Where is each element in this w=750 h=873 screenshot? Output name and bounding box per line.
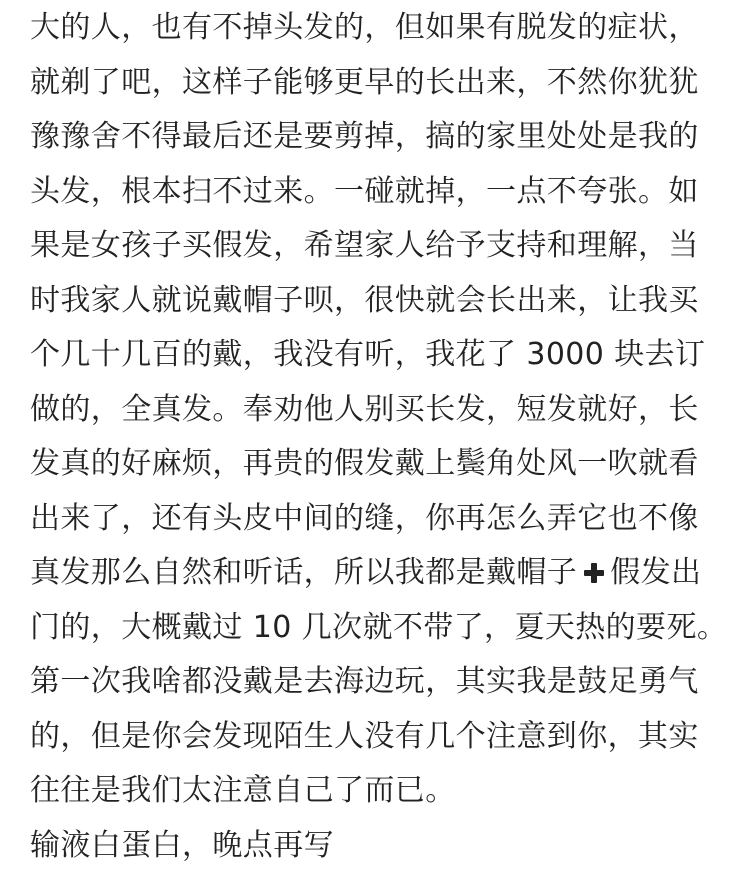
text-line-with-icon xyxy=(30,546,730,601)
text-line: 门的，大概戴过 10 几次就不带了，夏天热的要死。 xyxy=(30,601,730,656)
text-line: 的，但是你会发现陌生人没有几个注意到你，其实 xyxy=(30,710,730,765)
heavy-plus-icon xyxy=(583,562,605,584)
text-line: 出来了，还有头皮中间的缝，你再怎么弄它也不像 xyxy=(30,492,730,547)
text-line: 输液白蛋白，晚点再写 xyxy=(30,819,730,873)
text-line: 个几十几百的戴，我没有听，我花了 3000 块去订 xyxy=(30,328,730,383)
text-segment: 真发那么自然和听话，所以我都是戴帽子 xyxy=(30,555,577,590)
text-line: 时我家人就说戴帽子呗，很快就会长出来，让我买 xyxy=(30,274,730,329)
text-segment: 假发出 xyxy=(610,555,701,590)
text-line: 做的，全真发。奉劝他人别买长发，短发就好，长 xyxy=(30,383,730,438)
text-line: 豫豫舍不得最后还是要剪掉，搞的家里处处是我的 xyxy=(30,110,730,165)
text-line: 发真的好麻烦，再贵的假发戴上鬓角处风一吹就看 xyxy=(30,437,730,492)
text-line: 果是女孩子买假发，希望家人给予支持和理解，当 xyxy=(30,219,730,274)
text-line: 第一次我啥都没戴是去海边玩，其实我是鼓足勇气 xyxy=(30,655,730,710)
text-line: 就剃了吧，这样子能够更早的长出来，不然你犹犹 xyxy=(30,56,730,111)
text-line: 往往是我们太注意自己了而已。 xyxy=(30,764,730,819)
text-line: 头发，根本扫不过来。一碰就掉，一点不夸张。如 xyxy=(30,165,730,220)
text-line: 大的人，也有不掉头发的，但如果有脱发的症状， xyxy=(30,1,730,56)
post-body xyxy=(30,0,730,873)
